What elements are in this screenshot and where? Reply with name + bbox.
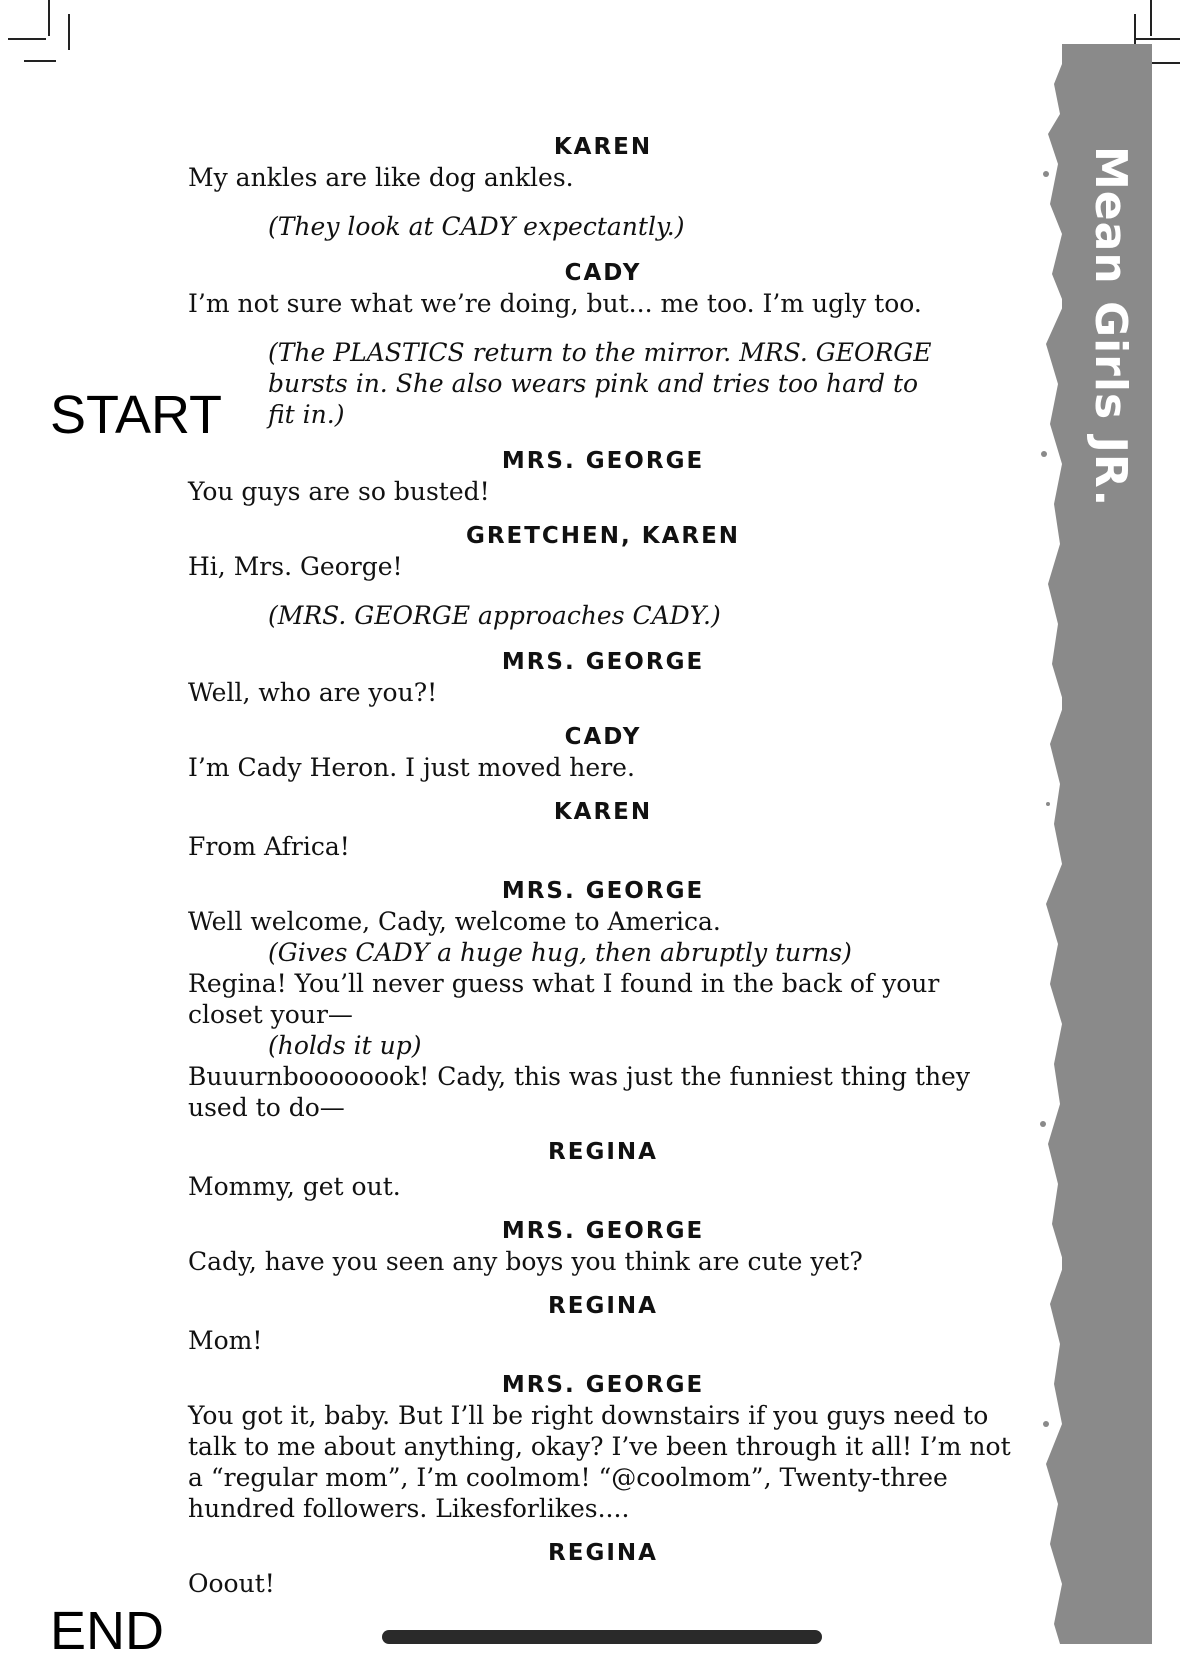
dialogue-line: From Africa! xyxy=(188,832,350,861)
dialogue-line: Ooout! xyxy=(188,1569,275,1598)
crop-mark xyxy=(24,60,56,62)
speaker-name: REGINA xyxy=(548,1139,658,1165)
horizontal-scrollbar[interactable] xyxy=(382,1630,822,1644)
rough-edge-decoration xyxy=(1040,44,1070,1644)
speaker-name: MRS. GEORGE xyxy=(501,649,705,675)
dialogue-line: Hi, Mrs. George! xyxy=(188,552,403,581)
crop-mark xyxy=(1134,38,1180,40)
speaker-name: REGINA xyxy=(548,1540,658,1566)
speaker-name: GRETCHEN, KAREN xyxy=(465,523,741,549)
speaker-name: MRS. GEORGE xyxy=(501,878,705,904)
crop-mark xyxy=(68,14,70,50)
stage-direction: (Gives CADY a huge hug, then abruptly turns) xyxy=(268,938,852,967)
dialogue-line: Well welcome, Cady, welcome to America. xyxy=(188,907,721,936)
speaker-name: MRS. GEORGE xyxy=(501,448,705,474)
dialogue-line: Mom! xyxy=(188,1326,263,1355)
dialogue-line: Mommy, get out. xyxy=(188,1172,401,1201)
script-body xyxy=(188,132,1018,1599)
dialogue-line: You guys are so busted! xyxy=(188,477,490,506)
dialogue-line: My ankles are like dog ankles. xyxy=(188,163,574,192)
dialogue-line: Well, who are you?! xyxy=(188,678,438,707)
stage-direction: (MRS. GEORGE approaches CADY.) xyxy=(268,601,721,630)
speaker-name: MRS. GEORGE xyxy=(501,1218,705,1244)
dialogue-line: Regina! You’ll never guess what I found in the back of your closet your— xyxy=(188,969,940,1029)
stage-direction: (They look at CADY expectantly.) xyxy=(268,212,685,241)
crop-mark xyxy=(1150,62,1180,64)
speaker-name: KAREN xyxy=(553,134,653,160)
start-mark: START xyxy=(50,385,223,445)
side-title: Mean Girls JR. xyxy=(1085,146,1136,508)
speaker-name: CADY xyxy=(564,724,642,750)
crop-mark xyxy=(1150,0,1152,36)
crop-mark xyxy=(48,0,50,36)
stage-direction: (The PLASTICS return to the mirror. MRS. GEORGE bursts in. She also wears pink and tries too hard to fit in.) xyxy=(268,338,932,429)
speaker-name: MRS. GEORGE xyxy=(501,1372,705,1398)
crop-mark xyxy=(8,38,46,40)
speaker-name: REGINA xyxy=(548,1293,658,1319)
dialogue-line: Cady, have you seen any boys you think are cute yet? xyxy=(188,1247,863,1276)
dialogue-line: I’m Cady Heron. I just moved here. xyxy=(188,753,635,782)
end-mark: END xyxy=(50,1601,165,1661)
stage-direction: (holds it up) xyxy=(268,1031,422,1060)
dialogue-line: I’m not sure what we’re doing, but... me too. I’m ugly too. xyxy=(188,289,922,318)
speaker-name: CADY xyxy=(564,260,642,286)
dialogue-line: Buuurnboooooook! Cady, this was just the funniest thing they used to do— xyxy=(188,1062,970,1122)
dialogue-line: You got it, baby. But I’ll be right downstairs if you guys need to talk to me about anything, okay? I’ve been through it all! I’m not a “regular mom”, I’m coolmom! “@coolmom”, Twenty-three hundred followers. Likesforlikes.... xyxy=(188,1401,1011,1523)
speaker-name: KAREN xyxy=(553,799,653,825)
